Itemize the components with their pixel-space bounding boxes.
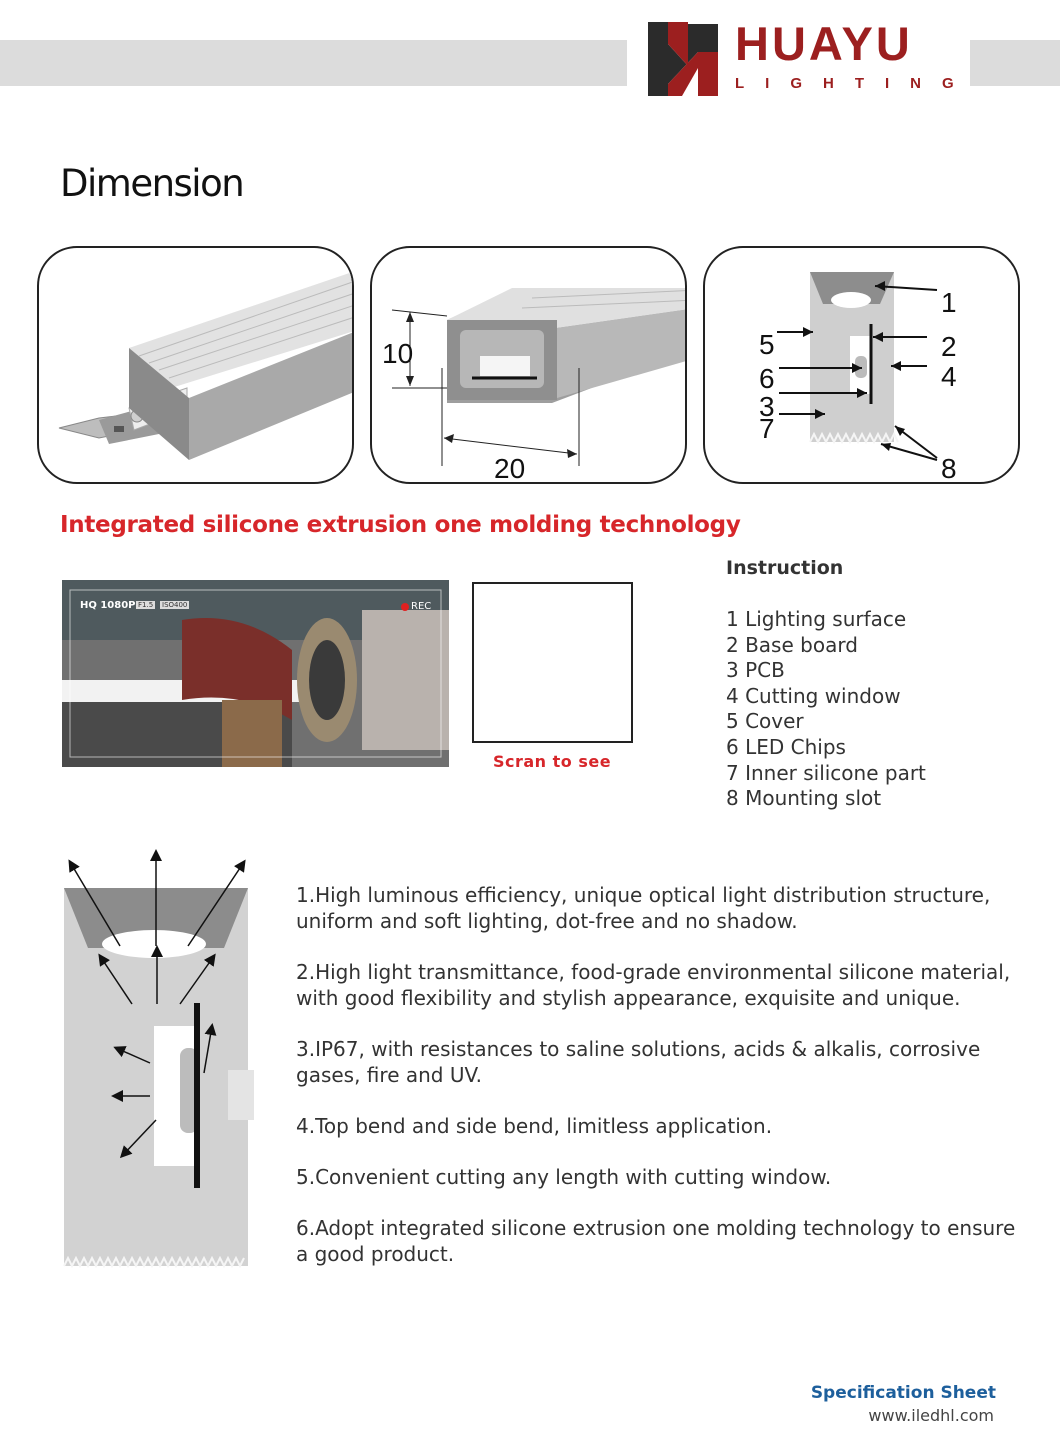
feature-item: 3.IP67, with resistances to saline solutions, acids & alkalis, corrosive gases, fire and UV. <box>296 1037 981 1087</box>
callout-5: 5 <box>759 329 775 360</box>
video-overlay-quality: HQ 1080P <box>80 600 136 611</box>
instruction-item: 8 Mounting slot <box>726 786 882 811</box>
callout-7: 7 <box>759 413 775 444</box>
feature-item: 6.Adopt integrated silicone extrusion one molding technology to ensure a good product. <box>296 1216 1016 1266</box>
product-3d-panel <box>37 246 354 484</box>
cross-section-illustration <box>705 248 1018 482</box>
qr-scan-label: Scran to see <box>492 752 612 771</box>
qr-code[interactable] <box>472 582 633 743</box>
height-dimension-label: 10 <box>382 338 414 369</box>
footer-title: Specification Sheet <box>810 1383 996 1403</box>
instruction-item: 6 LED Chips <box>726 734 846 759</box>
video-overlay-rec: REC <box>411 601 432 612</box>
brand-name: HUAYU <box>735 17 913 70</box>
instruction-item: 3 PCB <box>726 658 785 683</box>
footer-url[interactable]: www.iledhl.com <box>868 1406 994 1425</box>
light-distribution-diagram <box>58 848 254 1268</box>
instruction-title: Instruction <box>726 557 844 579</box>
feature-item: 2.High light transmittance, food-grade environmental silicone material, with good flexibility and stylish appearance, exquisite and unique. <box>296 960 1011 1010</box>
cross-section-panel <box>703 246 1020 484</box>
callout-6: 6 <box>759 363 775 394</box>
technology-headline: Integrated silicone extrusion one molding technology <box>60 512 741 538</box>
feature-item: 4.Top bend and side bend, limitless application. <box>296 1114 773 1138</box>
callout-3: 3 <box>759 391 775 422</box>
callout-4: 4 <box>941 361 957 392</box>
feature-item: 1.High luminous efficiency, unique optical light distribution structure, uniform and soft lighting, dot-free and no shadow. <box>296 883 991 933</box>
video-overlay-aperture: F1.5 <box>138 601 154 609</box>
front-dimension-illustration <box>372 248 685 482</box>
instruction-item: 5 Cover <box>726 709 804 734</box>
brand-logo-icon <box>648 22 720 96</box>
header-bar-right <box>970 40 1060 86</box>
instruction-list <box>726 607 926 812</box>
header-bar-left <box>0 40 627 86</box>
feature-item: 5.Convenient cutting any length with cutting window. <box>296 1165 832 1189</box>
callout-2: 2 <box>941 331 957 362</box>
instruction-item: 1 Lighting surface <box>726 607 907 631</box>
brand-subtitle: LIGHTING <box>735 75 975 92</box>
page-title: Dimension <box>60 162 244 205</box>
feature-list <box>296 882 1016 1292</box>
instruction-item: 7 Inner silicone part <box>726 760 926 785</box>
molding-video-thumbnail[interactable] <box>62 580 449 767</box>
video-overlay-iso: ISO400 <box>162 601 188 609</box>
front-dimension-panel <box>370 246 687 484</box>
instruction-item: 4 Cutting window <box>726 683 901 708</box>
width-dimension-label: 20 <box>494 453 526 482</box>
instruction-item: 2 Base board <box>726 632 858 657</box>
callout-1: 1 <box>941 287 957 318</box>
product-3d-illustration <box>39 248 352 482</box>
callout-8: 8 <box>941 453 957 482</box>
